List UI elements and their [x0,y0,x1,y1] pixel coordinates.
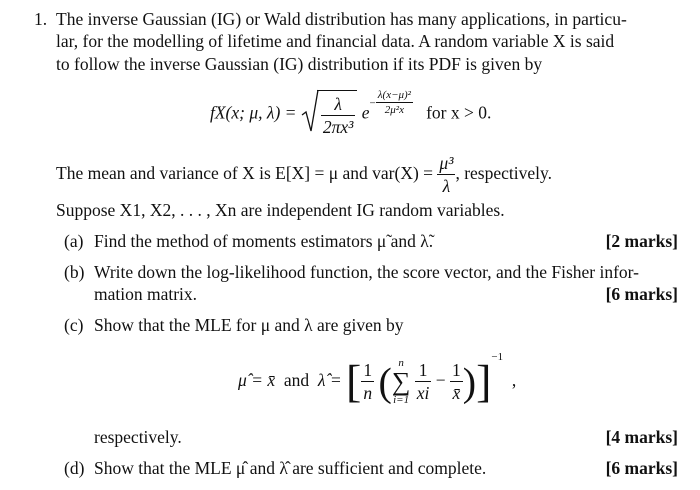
var-den: λ [442,176,451,197]
mle-and: and [283,370,310,390]
part-d-label: (d) [64,458,85,478]
mean-variance-line [56,152,678,198]
part-c-respectively: respectively. [94,427,182,447]
part-b-marks: [6 marks] [605,284,678,304]
part-b [64,261,678,307]
frac-xi: xi [416,383,430,404]
part-c [64,314,678,338]
intro-paragraph [56,8,678,75]
part-c-after [64,426,678,450]
summation [392,358,411,406]
left-paren: ( [378,359,392,405]
part-c-label: (c) [64,315,84,335]
exponent: − $\frac{\text{λ(x−μ)²}}{\text{2μ²x}}$ [369,89,411,117]
mean-var-text: The mean and variance of X is E[X] = μ and var(X) = [56,162,434,183]
frac-one-c: 1 [450,359,463,382]
mle-lambda: λ̂ = [317,370,342,390]
part-b-text-line1: Write down the log-likelihood function, the score vector, and the Fisher infor- [94,262,639,282]
mle-mu: μ̂ = x̄ [238,370,276,390]
suppose-line: Suppose X1, X2, . . . , Xn are independent IG random variables. [56,200,505,220]
one-over-n [361,359,374,405]
intro-line: The inverse Gaussian (IG) or Wald distribution has many applications, in particu- [56,9,627,29]
sum-bottom: i=1 [393,393,410,406]
sqrt-symbol [301,90,358,139]
sum-top: n [398,356,404,369]
one-over-xi [415,359,432,405]
part-d-marks: [6 marks] [605,458,678,478]
var-fraction [437,152,455,198]
part-d [64,457,678,481]
power-minus-one: −1 [491,351,504,363]
frac-one: 1 [361,359,374,382]
mean-var-tail: , respectively. [455,162,552,183]
intro-line: to follow the inverse Gaussian (IG) distribution if its PDF is given by [56,53,543,74]
frac-n: n [363,383,373,404]
sigma-symbol: ∑ [391,366,411,396]
frac-xbar: x̄ [452,383,461,404]
part-c-text: Show that the MLE for μ and λ are given by [94,315,404,335]
exp-base: e [361,102,370,123]
right-bracket: ] [476,355,492,407]
part-a-label: (a) [64,231,84,251]
pdf-condition: for x > 0. [426,102,492,123]
frac-one-b: 1 [415,359,432,382]
pdf-frac-num: λ [321,93,356,116]
left-bracket: [ [346,355,362,407]
part-b-label: (b) [64,262,85,282]
question-number: 1. [34,9,48,29]
intro-line: lar, for the modelling of lifetime and financial data. A random variable X is said [56,31,615,52]
part-b-text-line2: mation matrix. [94,284,198,305]
exp-den: 2μ²x [384,104,404,117]
part-a-marks: [2 marks] [605,231,678,251]
exp-num: λ(x−μ)² [376,88,413,103]
right-paren: ) [462,359,477,405]
pdf-frac-den: 2πx³ [322,117,354,138]
mle-equation: μ̂ = x̄ and λ̂ = [ $\frac{1}{n}$ ( n ∑ i=1 $\frac{1}{xi}$ − $\frac{1}{x̄}$ )]$^{-1}$ , [238,351,517,407]
part-a [64,230,678,254]
pdf-equation [210,90,491,139]
pdf-lhs: fX(x; μ, λ) = [210,102,297,123]
part-c-marks: [4 marks] [605,427,678,447]
var-num: μ³ [437,152,455,175]
part-a-text: Find the method of moments estimators μ̃ and λ̃. [94,231,434,251]
one-over-xbar [450,359,463,405]
part-d-text: Show that the MLE μ̂ and λ̂ are sufficient and complete. [94,458,487,478]
